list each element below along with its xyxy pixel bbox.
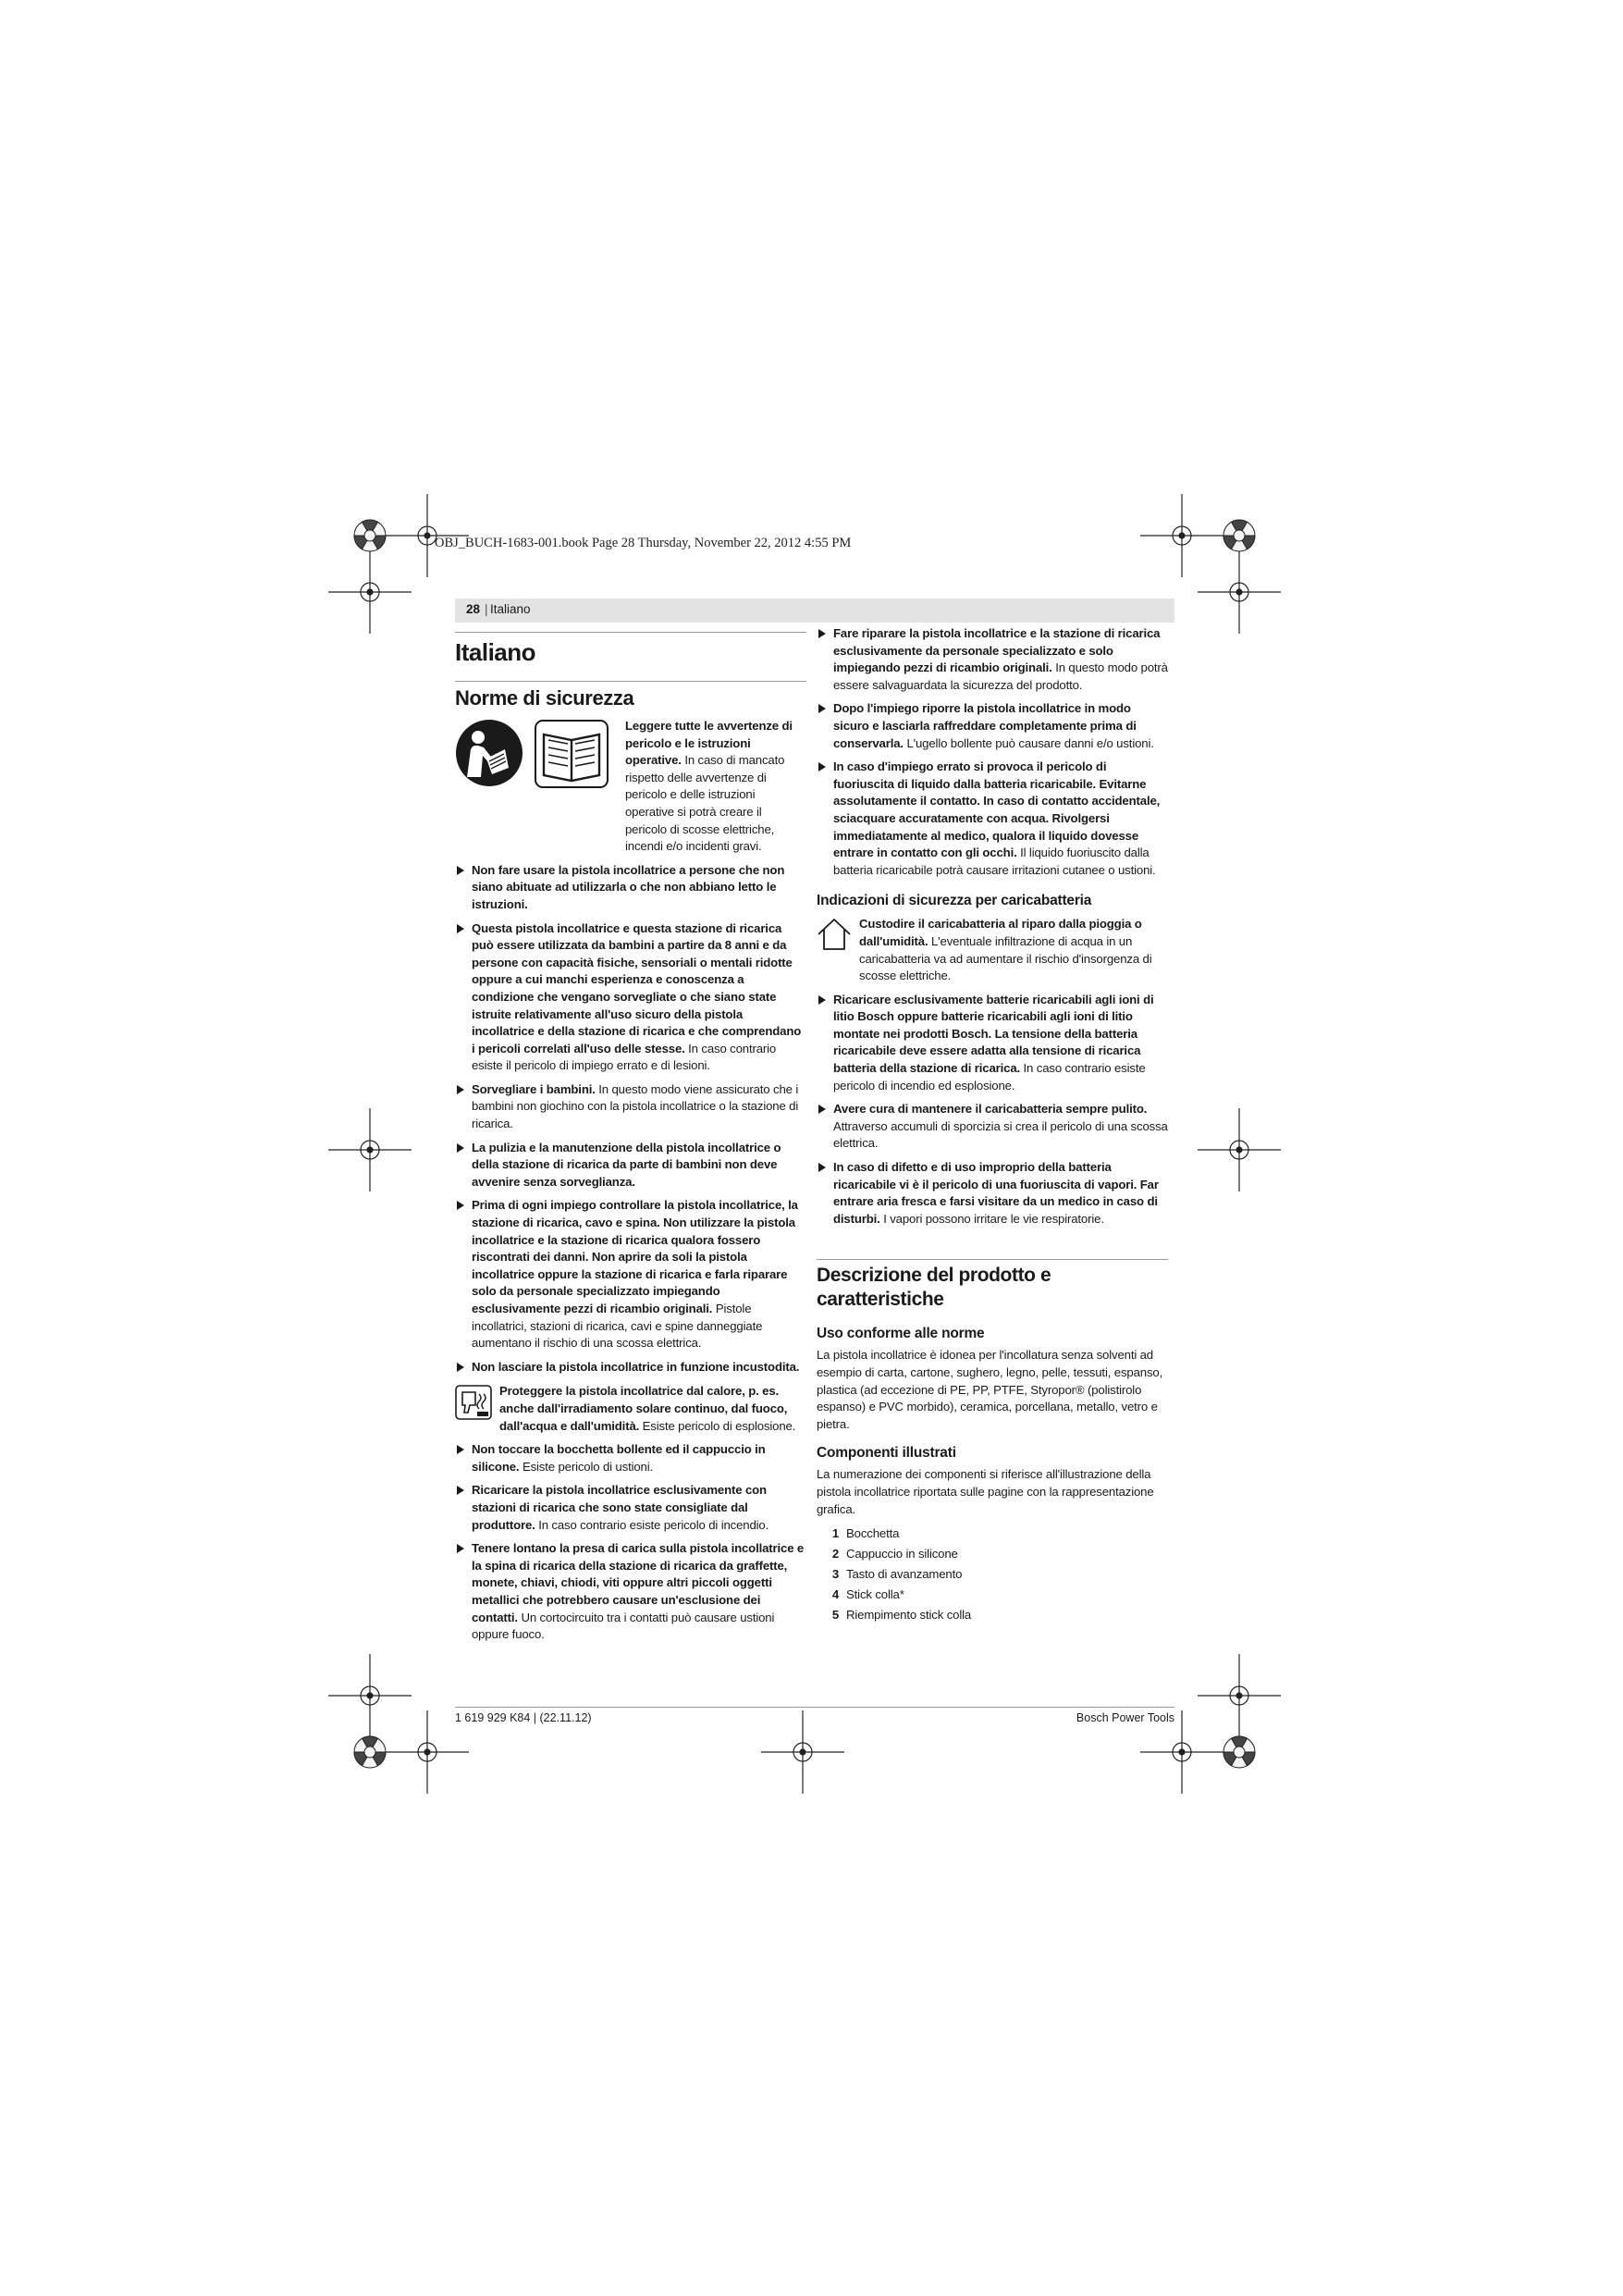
registration-crosshair-icon [328, 550, 412, 634]
charger-bullets [817, 992, 1168, 1228]
components-heading: Componenti illustrati [817, 1445, 956, 1462]
list-item: 5 Riempimento stick colla [831, 1607, 972, 1622]
footer-left: 1 619 929 K84 | (22.11.12) [455, 1711, 592, 1724]
page-number: 28 [466, 602, 481, 616]
list-item: Sorvegliare i bambini. In questo modo viene assicurato che i bambini non giochino con la pistola incollatrice o la stazione di ricarica. [455, 1081, 806, 1133]
color-target-icon [354, 520, 386, 551]
list-item: Questa pistola incollatrice e questa stazione di ricarica può essere utilizzata da bambini a partire da 8 anni e da persone con capacità fisiche, sensoriali o mentali ridotte oppure a cui manchi esperienza e conoscenza a condizione che vengano sorvegliate o che siano state istruite relativamente all'uso sicuro della pistola incollatrice e della stazione di ricarica e che comprendano i pericoli correlati all'uso delle stesse. In caso contrario esiste il pericolo di impiego errato e di lesioni. [455, 920, 806, 1075]
left-column [455, 632, 806, 1644]
bullet-triangle-icon [457, 866, 464, 875]
bullet-triangle-icon [457, 1085, 464, 1094]
list-item: 2 Cappuccio in silicone [831, 1546, 958, 1561]
left-bullets [455, 862, 806, 1376]
bullet-triangle-icon [818, 704, 826, 713]
color-target-icon [1223, 1736, 1255, 1768]
left-bullets-2 [455, 1441, 806, 1644]
registration-crosshair-icon [1198, 1654, 1281, 1737]
components-text: La numerazione dei componenti si riferisce all'illustrazione della pistola incollatrice riportata sulle pagine con la rappresentazione grafica. [817, 1467, 1154, 1516]
safety-heading: Norme di sicurezza [455, 686, 634, 710]
bullet-triangle-icon [457, 1201, 464, 1210]
registration-crosshair-icon [1198, 1108, 1281, 1191]
registration-crosshair-icon [761, 1710, 844, 1794]
read-manual-icon [455, 718, 523, 788]
list-item: Non lasciare la pistola incollatrice in funzione incustodita. [455, 1359, 806, 1376]
bullet-triangle-icon [818, 1105, 826, 1114]
bullet-triangle-icon [457, 924, 464, 933]
bullet-triangle-icon [457, 1445, 464, 1454]
bullet-triangle-icon [818, 1163, 826, 1172]
heat-note-bold: Proteggere la pistola incollatrice dal calore, p. es. anche dall'irradiamento solare continuo, dal fuoco, dall'acqua e dall'umidità. [499, 1384, 788, 1433]
bullet-triangle-icon [457, 1544, 464, 1553]
color-target-icon [354, 1736, 386, 1768]
right-bullets [817, 625, 1168, 879]
list-item: Non fare usare la pistola incollatrice a persone che non siano abituate ad utilizzarla o che non abbiano letto le istruzioni. [455, 862, 806, 914]
list-item: Ricaricare la pistola incollatrice esclusivamente con stazioni di ricarica che sono state consigliate dal produttore. In caso contrario esiste pericolo di incendio. [455, 1482, 806, 1534]
registration-crosshair-icon [328, 1654, 412, 1737]
bullet-triangle-icon [818, 629, 826, 638]
footer-right: Bosch Power Tools [1076, 1711, 1174, 1724]
indoor-house-icon [817, 918, 852, 951]
list-item: 1 Bocchetta [831, 1525, 900, 1540]
registration-crosshair-icon [1140, 494, 1223, 577]
registration-crosshair-icon [1198, 550, 1281, 634]
list-item: Prima di ogni impiego controllare la pistola incollatrice, la stazione di ricarica, cavo e spina. Non utilizzare la pistola incollatrice e la stazione di ricarica qualora fossero riscontrati dei danni. Non aprire da soli la pistola incollatrice oppure la stazione di ricarica e farla riparare solo da personale specializzato impiegando esclusivamente pezzi di ricambio originali. Pistole incollatrici, stazioni di ricarica, cavi e spine danneggiate aumentano il rischio di una scossa elettrica. [455, 1197, 806, 1352]
list-item: Ricaricare esclusivamente batterie ricaricabili agli ioni di litio Bosch oppure batterie ricaricabili agli ioni di litio montate nei prodotti Bosch. La tensione della batteria ricaricabile deve essere adatta alla tensione di ricarica batteria della stazione di ricarica. In caso contrario esiste pericolo di incendio ed esplosione. [817, 992, 1168, 1095]
right-column [817, 625, 1168, 1625]
components-list [817, 1524, 1168, 1625]
intro-text: In caso di mancato rispetto delle avvertenze di pericolo e delle istruzioni operative si potrà creare il pericolo di scosse elettriche, incendi e/o incidenti gravi. [625, 753, 785, 854]
bullet-triangle-icon [457, 1486, 464, 1495]
header-section: Italiano [490, 602, 531, 616]
list-item: In caso di difetto e di uso improprio della batteria ricaricabile vi è il pericolo di una fuoriuscita di vapori. Far entrare aria fresca e farsi visitare da un medico in caso di disturbi. I vapori possono irritare le vie respiratorie. [817, 1159, 1168, 1228]
list-item: Non toccare la bocchetta bollente ed il cappuccio in silicone. Esiste pericolo di ustioni. [455, 1441, 806, 1475]
book-info: OBJ_BUCH-1683-001.book Page 28 Thursday, November 22, 2012 4:55 PM [435, 536, 852, 550]
charger-note-bold: Custodire il caricabatteria al riparo dalla pioggia o dall'umidità. [859, 917, 1142, 948]
charger-heading: Indicazioni di sicurezza per caricabatteria [817, 893, 1092, 909]
color-target-icon [1223, 520, 1255, 551]
list-item: Fare riparare la pistola incollatrice e la stazione di ricarica esclusivamente da personale specializzato e solo impiegando pezzi di ricambio originali. In questo modo potrà essere salvaguardata la sicurezza del prodotto. [817, 625, 1168, 694]
footer-rule [455, 1707, 1174, 1708]
page-title: Italiano [455, 638, 536, 666]
bullet-triangle-icon [818, 995, 826, 1005]
heat-note-text: Esiste pericolo di esplosione. [642, 1418, 796, 1433]
bullet-triangle-icon [457, 1143, 464, 1153]
intro-bold: Leggere tutte le avvertenze di pericolo e le istruzioni operative. [625, 719, 793, 768]
list-item: Avere cura di mantenere il caricabatteria sempre pulito. Attraverso accumuli di sporcizia si crea il pericolo di una scossa elettrica. [817, 1101, 1168, 1153]
list-item: 4 Stick colla* [831, 1586, 904, 1601]
bullet-triangle-icon [457, 1363, 464, 1372]
registration-crosshair-icon [328, 1108, 412, 1191]
manual-book-icon [535, 720, 609, 788]
heat-protection-icon [455, 1385, 492, 1420]
list-item: Dopo l'impiego riporre la pistola incollatrice in modo sicuro e lasciarla raffreddare completamente prima di conservarla. L'ugello bollente può causare danni e/o ustioni. [817, 700, 1168, 752]
list-item: 3 Tasto di avanzamento [831, 1566, 963, 1581]
list-item: In caso d'impiego errato si provoca il pericolo di fuoriuscita di liquido dalla batteria ricaricabile. Evitarne assolutamente il contatto. In caso di contatto accidentale, sciacquare accuratamente con acqua. Rivolgersi immediatamente al medico, qualora il liquido dovesse entrare in contatto con gli occhi. Il liquido fuoriuscito dalla batteria ricaricabile potrà causare irritazioni cutanee o ustioni. [817, 759, 1168, 879]
product-heading: Descrizione del prodotto e caratteristiche [817, 1265, 1051, 1311]
use-heading: Uso conforme alle norme [817, 1326, 985, 1342]
use-text: La pistola incollatrice è idonea per l'incollatura senza solventi ad esempio di carta, cartone, sughero, legno, pelle, tessuti, espanso, plastica (ad eccezione di PE, PP, PTFE, Styropor® (polistirolo espanso) e PVC morbido), ceramica, porcellana, metallo, vetro e pietra. [817, 1348, 1163, 1431]
list-item: Tenere lontano la presa di carica sulla pistola incollatrice e la spina di ricarica della stazione di ricarica da graffette, monete, chiavi, chiodi, viti oppure altri piccoli oggetti metallici che potrebbero causare un'esclusione dei contatti. Un cortocircuito tra i contatti può causare ustioni oppure fuoco. [455, 1540, 806, 1644]
running-header: 28 | Italiano [455, 599, 1174, 623]
bullet-triangle-icon [818, 762, 826, 772]
list-item: La pulizia e la manutenzione della pistola incollatrice o della stazione di ricarica da parte di bambini non deve avvenire senza sorveglianza. [455, 1140, 806, 1191]
charger-note-text: L'eventuale infiltrazione di acqua in un caricabatteria va ad aumentare il rischio d'insorgenza di scosse elettriche. [859, 933, 1152, 983]
